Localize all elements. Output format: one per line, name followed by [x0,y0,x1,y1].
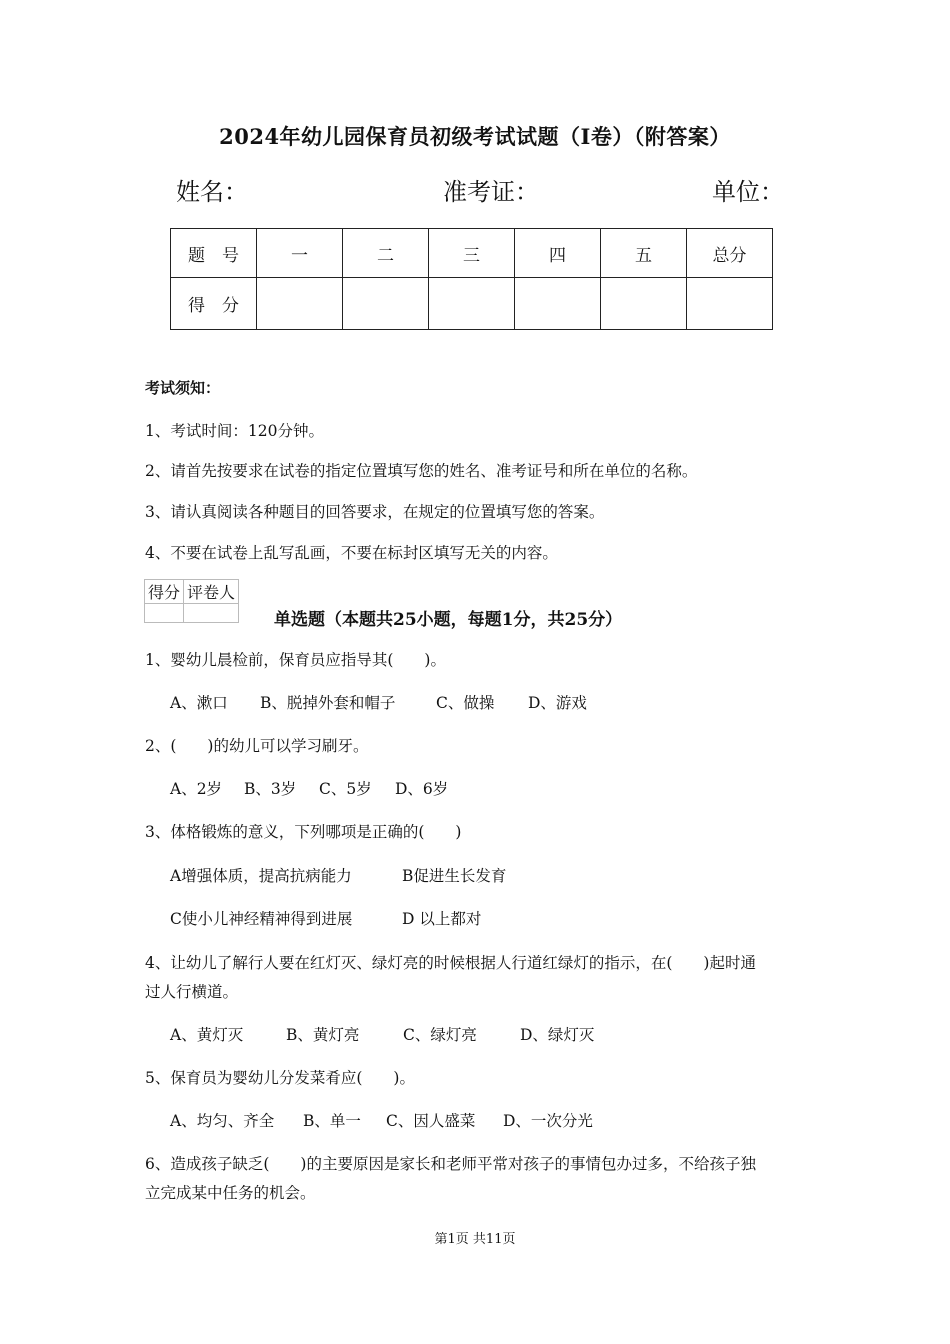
question-option: C、5岁 [319,780,372,798]
score-table [170,228,773,330]
grader-score-cell[interactable] [145,604,184,623]
question-option: A、漱口 [170,694,228,712]
question-stem: 2、( )的幼儿可以学习刷牙。 [145,737,369,755]
notice-item: 2、请首先按要求在试卷的指定位置填写您的姓名、准考证号和所在单位的名称。 [145,462,698,480]
score-header-cell: 三 [429,229,515,278]
score-header-cell: 二 [343,229,429,278]
score-cell[interactable] [429,278,515,330]
notice-item: 1、考试时间：120分钟。 [145,422,324,440]
score-table-score-row [171,278,773,330]
score-cell[interactable] [515,278,601,330]
score-cell[interactable] [343,278,429,330]
exam-id-field-label: 准考证： [443,178,539,206]
unit-field-label: 单位： [712,178,784,206]
question-option: C使小儿神经精神得到进展 [170,910,353,928]
question-option: A增强体质，提高抗病能力 [170,867,352,885]
score-header-cell: 五 [601,229,687,278]
question-option: A、黄灯灭 [170,1026,244,1044]
question-stem: 6、造成孩子缺乏( )的主要原因是家长和老师平常对孩子的事情包办过多，不给孩子独 [145,1155,756,1173]
question-option: A、2岁 [170,780,223,798]
question-option: C、做操 [436,694,495,712]
question-option: C、因人盛菜 [386,1112,476,1130]
score-header-cell: 一 [257,229,343,278]
question-option: B、3岁 [244,780,297,798]
section-title: 单选题（本题共25小题，每题1分，共25分） [274,610,623,630]
score-row-label: 得 分 [171,278,257,330]
notice-heading: 考试须知： [145,379,221,397]
question-option: B促进生长发育 [402,867,507,885]
question-option: D、一次分光 [503,1112,593,1130]
page-title: 2024年幼儿园保育员初级考试试题（I卷）（附答案） [219,124,731,149]
question-option: B、单一 [303,1112,361,1130]
question-option: D、绿灯灭 [520,1026,595,1044]
notice-item: 3、请认真阅读各种题目的回答要求，在规定的位置填写您的答案。 [145,503,605,521]
score-cell[interactable] [257,278,343,330]
question-option: A、均匀、齐全 [170,1112,275,1130]
page-footer: 第1页 共11页 [434,1232,516,1247]
score-header-cell: 总分 [687,229,773,278]
question-option: D 以上都对 [402,910,482,928]
question-option: D、游戏 [528,694,587,712]
notice-item: 4、不要在试卷上乱写乱画，不要在标封区填写无关的内容。 [145,544,558,562]
question-stem: 5、保育员为婴幼儿分发菜肴应( )。 [145,1069,415,1087]
question-stem-continuation: 立完成某中任务的机会。 [145,1184,316,1202]
question-stem-continuation: 过人行横道。 [145,983,239,1001]
question-option: B、黄灯亮 [286,1026,360,1044]
question-stem: 3、体格锻炼的意义，下列哪项是正确的( ) [145,823,462,841]
question-option: C、绿灯亮 [403,1026,477,1044]
question-stem: 1、婴幼儿晨检前，保育员应指导其( )。 [145,651,446,669]
score-header-cell: 题 号 [171,229,257,278]
score-cell[interactable] [601,278,687,330]
score-header-cell: 四 [515,229,601,278]
name-field-label: 姓名： [176,178,248,206]
question-option: D、6岁 [395,780,449,798]
grader-score-label: 得分 [145,580,184,604]
question-stem: 4、让幼儿了解行人要在红灯灭、绿灯亮的时候根据人行道红绿灯的指示，在( )起时通 [145,954,756,972]
grader-name-cell[interactable] [184,604,239,623]
grader-box [144,579,239,623]
score-table-header-row [171,229,773,278]
grader-name-label: 评卷人 [184,580,239,604]
score-cell[interactable] [687,278,773,330]
question-option: B、脱掉外套和帽子 [260,694,396,712]
